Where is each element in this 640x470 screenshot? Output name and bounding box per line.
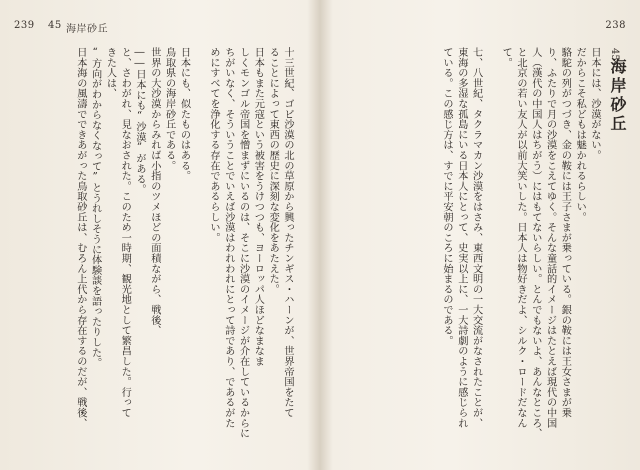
- section-title: 海岸砂丘: [608, 58, 627, 134]
- right-page: [320, 0, 640, 470]
- left-running-section: 45: [48, 20, 62, 31]
- right-page-number: 238: [605, 20, 626, 31]
- left-running-title: 海岸砂丘: [66, 24, 108, 35]
- right-body-text: 日本には、沙漠がない。 だからこそ私どもは魅かれるらしい。 駱駝の列がつづき、金の鞍には王子さまが乗っている。銀の鞍には王女さまが乗 り、ふたりで月の沙漠をこえてゆく。そんな童話的イメージはたとえば現代の中国 人（漢代の中国人はちがう）にはもてないらしい。とんでもないよ、あんなところ、 と北京の若い友人が以前大笑いした。日本人は物好きだよ、シルク・ロードだなん て。 七、八世紀、タクラマカン沙漠をはさみ、東西文明の一大交流がなされたことが、 東海の多湿な孤島にいる日本人にとって、史実以上に、一大詩劇のように感じられ ている。この感じ方は、すでに平安朝のころに始まるのである。: [441, 47, 600, 439]
- left-body-text: 十三世紀、ゴビ沙漠の北の草原から興ったチンギス・ハーンが、世界帝国をたて ることによって東西の歴史に深刻な変化をあたえた。 日本もまた元寇という被害をうけつつも、ヨーロッパ人ほどなまなま しくモンゴル帝国を憎まずにいるのは、そこに沙漠のイメージが介在しているからに ちがいなく、そういうことでいえば沙漠はわれわれにとって詩であり、であるがた めにすべてを浄化する存在であるらしい。 日本にも、似たものはある。 鳥取県の海岸砂丘である。 世界の大沙漠からみれば小指のツメほどの面積ながら、戦後、 ――日本にも“沙漠”がある。 と、さわがれ、見なおされた。このため一時期、観光地として繁昌した。行って きた人は、 “方向がわからなくなって”とうれしそうに体験談を語ったりした。 日本海の風濤でできあがった鳥取砂丘は、むろん上代から存在するのだが、戦後、: [74, 47, 293, 439]
- left-page-number: 239: [14, 20, 35, 31]
- section-number: 45: [609, 48, 620, 61]
